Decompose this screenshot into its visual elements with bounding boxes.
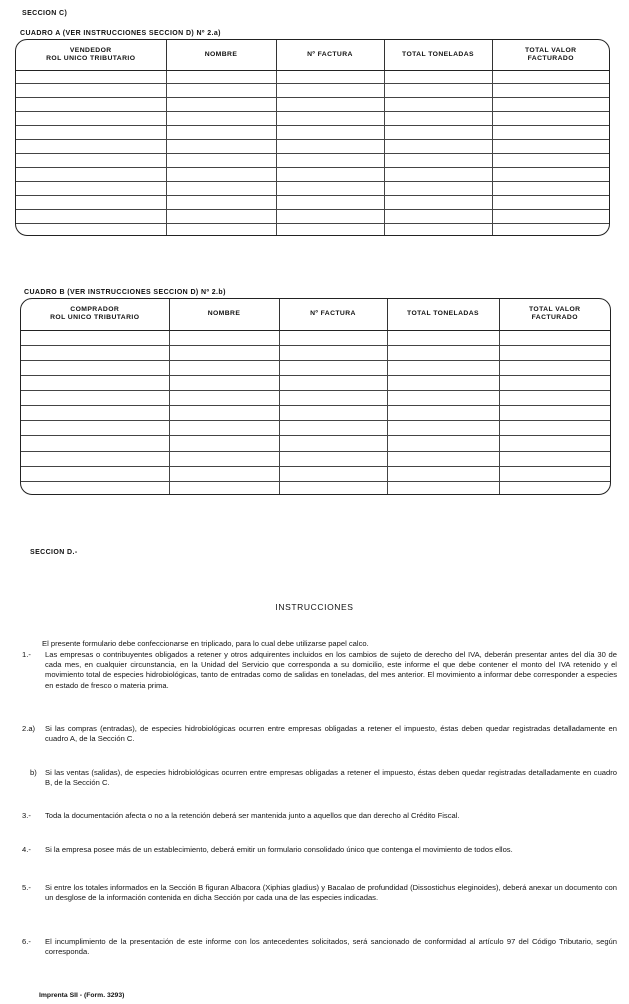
table-b-row (21, 345, 610, 360)
table-cell[interactable] (387, 345, 499, 360)
item-5-text: Si entre los totales informados en la Sección B figuran Albacora (Xiphias gladius) y Bacalao de profundidad (Dissostichus eleginoides), deberá anexar un documento con un desglose de la información contenida en dicha Sección por cada una de las especies indicadas. (45, 883, 617, 903)
table-a-row (16, 154, 609, 168)
table-cell[interactable] (16, 195, 166, 209)
table-cell[interactable] (166, 112, 276, 126)
item-4-num: 4.- (22, 845, 31, 854)
table-cell[interactable] (21, 406, 169, 421)
table-cell[interactable] (384, 182, 492, 196)
table-b-row (21, 421, 610, 436)
table-cell[interactable] (492, 112, 609, 126)
instructions-title: INSTRUCCIONES (275, 602, 354, 612)
table-cell[interactable] (166, 140, 276, 154)
table-b-row (21, 436, 610, 451)
item-1-num: 1.- (22, 650, 31, 659)
table-cell[interactable] (387, 360, 499, 375)
table-cell[interactable] (492, 223, 609, 235)
table-cell[interactable] (276, 154, 384, 168)
table-cell[interactable] (276, 195, 384, 209)
table-cell[interactable] (169, 360, 279, 375)
table-b-row (21, 375, 610, 390)
table-cell[interactable] (21, 466, 169, 481)
table-a-row (16, 209, 609, 223)
table-cell[interactable] (279, 436, 387, 451)
table-a-row (16, 112, 609, 126)
table-b-caption: CUADRO B (VER INSTRUCCIONES SECCION D) Nº 2.b) (24, 289, 226, 296)
table-cell[interactable] (492, 126, 609, 140)
table-b-header-1: NOMBRE (169, 299, 279, 330)
table-a (15, 39, 610, 236)
table-cell[interactable] (384, 168, 492, 182)
table-cell[interactable] (16, 126, 166, 140)
table-cell[interactable] (499, 330, 610, 345)
table-cell[interactable] (169, 406, 279, 421)
table-a-header-0: VENDEDOR ROL UNICO TRIBUTARIO (16, 40, 166, 70)
table-cell[interactable] (492, 98, 609, 112)
item-6-num: 6.- (22, 937, 31, 946)
table-cell[interactable] (16, 84, 166, 98)
table-cell[interactable] (16, 168, 166, 182)
item-2a-num: 2.a) (22, 724, 36, 733)
table-b-header-0: COMPRADOR ROL UNICO TRIBUTARIO (21, 299, 169, 330)
table-cell[interactable] (166, 182, 276, 196)
item-2b-text: Si las ventas (salidas), de especies hidrobiológicas ocurren entre empresas obligadas a retener el impuesto, éstas deben quedar registradas detalladamente en cuadro B, de la Sección C. (45, 768, 617, 788)
table-cell[interactable] (387, 406, 499, 421)
item-1-text: Las empresas o contribuyentes obligados a retener y otros adquirentes incluidos en los cambios de sujeto de derecho del IVA, deberán presentar antes del día 30 de cada mes, en cualquier circunstancia, en la Unidad del Servicio que corresponda a su domicilio, este informe el que debe contener el monto del IVA retenido y el movimiento total de especies hidrobiológicas, tanto de entradas como de salidas en toneladas, del mes anterior. El movimiento a informar debe corresponder a especies en estado de fresco o materia prima. (45, 650, 617, 690)
table-b (20, 298, 611, 495)
table-cell[interactable] (492, 182, 609, 196)
table-a-caption: CUADRO A (VER INSTRUCCIONES SECCION D) Nº 2.a) (20, 30, 221, 37)
item-3-num: 3.- (22, 811, 31, 820)
table-cell[interactable] (384, 84, 492, 98)
table-cell[interactable] (21, 330, 169, 345)
table-cell[interactable] (492, 154, 609, 168)
table-cell[interactable] (387, 466, 499, 481)
table-a-row (16, 98, 609, 112)
table-cell[interactable] (384, 112, 492, 126)
table-cell[interactable] (16, 112, 166, 126)
table-cell[interactable] (499, 466, 610, 481)
table-cell[interactable] (387, 391, 499, 406)
table-cell[interactable] (21, 391, 169, 406)
table-cell[interactable] (492, 168, 609, 182)
table-cell[interactable] (166, 195, 276, 209)
table-b-row (21, 466, 610, 481)
table-cell[interactable] (384, 98, 492, 112)
table-cell[interactable] (499, 451, 610, 466)
item-2a-text: Si las compras (entradas), de especies hidrobiológicas ocurren entre empresas obligadas a retener el impuesto, éstas deben quedar registradas detalladamente en cuadro A, de la Sección C. (45, 724, 617, 744)
table-cell[interactable] (16, 140, 166, 154)
table-a-header-4: TOTAL VALOR FACTURADO (492, 40, 609, 70)
item-4-text: Si la empresa posee más de un establecimiento, deberá emitir un formulario consolidado único que contenga el movimiento de todos ellos. (45, 845, 513, 854)
table-cell[interactable] (387, 436, 499, 451)
table-cell[interactable] (169, 451, 279, 466)
table-cell[interactable] (21, 345, 169, 360)
item-5-num: 5.- (22, 883, 31, 892)
table-cell[interactable] (169, 391, 279, 406)
table-b-row (21, 406, 610, 421)
table-cell[interactable] (166, 84, 276, 98)
table-cell[interactable] (384, 140, 492, 154)
item-6-text: El incumplimiento de la presentación de este informe con los antecedentes solicitados, será sancionado de conformidad al artículo 97 del Código Tributario, según corresponda. (45, 937, 617, 957)
table-a-row (16, 70, 609, 84)
table-cell[interactable] (492, 195, 609, 209)
table-cell[interactable] (279, 451, 387, 466)
table-cell[interactable] (21, 451, 169, 466)
table-a-row (16, 168, 609, 182)
table-cell[interactable] (276, 140, 384, 154)
table-cell[interactable] (169, 421, 279, 436)
table-cell[interactable] (387, 421, 499, 436)
table-cell[interactable] (16, 209, 166, 223)
table-cell[interactable] (16, 98, 166, 112)
table-a-row (16, 195, 609, 209)
table-b-row (21, 360, 610, 375)
table-cell[interactable] (499, 345, 610, 360)
table-cell[interactable] (387, 481, 499, 494)
table-b-header-4: TOTAL VALOR FACTURADO (499, 299, 610, 330)
table-cell[interactable] (279, 360, 387, 375)
table-b-row (21, 481, 610, 494)
table-cell[interactable] (384, 209, 492, 223)
table-a-row (16, 140, 609, 154)
table-cell[interactable] (166, 70, 276, 84)
table-cell[interactable] (166, 98, 276, 112)
table-cell[interactable] (499, 391, 610, 406)
table-cell[interactable] (499, 375, 610, 390)
item-2b-num: b) (30, 768, 37, 777)
table-cell[interactable] (279, 481, 387, 494)
table-cell[interactable] (166, 223, 276, 235)
table-cell[interactable] (279, 330, 387, 345)
item-3-text: Toda la documentación afecta o no a la retención deberá ser mantenida junto a aquellos que dan derecho al Crédito Fiscal. (45, 811, 460, 820)
table-cell[interactable] (499, 360, 610, 375)
table-cell[interactable] (499, 481, 610, 494)
table-cell[interactable] (499, 436, 610, 451)
table-cell[interactable] (492, 140, 609, 154)
table-cell[interactable] (384, 223, 492, 235)
table-cell[interactable] (166, 209, 276, 223)
table-cell[interactable] (21, 375, 169, 390)
table-a-row (16, 126, 609, 140)
table-cell[interactable] (276, 126, 384, 140)
table-cell[interactable] (276, 112, 384, 126)
table-b-header-3: TOTAL TONELADAS (387, 299, 499, 330)
table-a-header-1: NOMBRE (166, 40, 276, 70)
table-cell[interactable] (499, 406, 610, 421)
table-a-row (16, 223, 609, 235)
table-cell[interactable] (279, 406, 387, 421)
instructions-intro: El presente formulario debe confeccionarse en triplicado, para lo cual debe utilizarse papel calco. (42, 639, 369, 648)
table-a-header-2: Nº FACTURA (276, 40, 384, 70)
table-cell[interactable] (384, 154, 492, 168)
table-cell[interactable] (169, 345, 279, 360)
table-a-header-3: TOTAL TONELADAS (384, 40, 492, 70)
table-cell[interactable] (387, 451, 499, 466)
table-cell[interactable] (279, 391, 387, 406)
table-cell[interactable] (16, 70, 166, 84)
table-cell[interactable] (21, 481, 169, 494)
table-cell[interactable] (166, 168, 276, 182)
table-cell[interactable] (169, 466, 279, 481)
table-cell[interactable] (276, 98, 384, 112)
table-cell[interactable] (279, 375, 387, 390)
table-cell[interactable] (166, 154, 276, 168)
table-cell[interactable] (276, 182, 384, 196)
table-cell[interactable] (279, 466, 387, 481)
table-cell[interactable] (387, 375, 499, 390)
table-cell[interactable] (387, 330, 499, 345)
table-a-row (16, 182, 609, 196)
table-cell[interactable] (169, 481, 279, 494)
table-cell[interactable] (21, 360, 169, 375)
table-cell[interactable] (21, 421, 169, 436)
table-cell[interactable] (16, 223, 166, 235)
table-b-row (21, 330, 610, 345)
table-cell[interactable] (384, 195, 492, 209)
section-d-title: SECCION D.- (30, 549, 78, 556)
table-cell[interactable] (384, 70, 492, 84)
table-cell[interactable] (276, 223, 384, 235)
table-cell[interactable] (276, 84, 384, 98)
table-a-row (16, 84, 609, 98)
table-cell[interactable] (276, 70, 384, 84)
table-cell[interactable] (276, 168, 384, 182)
table-cell[interactable] (169, 330, 279, 345)
table-cell[interactable] (492, 84, 609, 98)
table-cell[interactable] (16, 182, 166, 196)
table-cell[interactable] (166, 126, 276, 140)
table-cell[interactable] (492, 209, 609, 223)
table-cell[interactable] (279, 345, 387, 360)
section-c-title: SECCION C) (22, 10, 68, 17)
table-cell[interactable] (492, 70, 609, 84)
table-b-header-2: Nº FACTURA (279, 299, 387, 330)
table-cell[interactable] (169, 436, 279, 451)
table-cell[interactable] (16, 154, 166, 168)
table-cell[interactable] (276, 209, 384, 223)
table-cell[interactable] (21, 436, 169, 451)
footer-imprint: Imprenta SII - (Form. 3293) (39, 992, 125, 999)
table-cell[interactable] (279, 421, 387, 436)
table-cell[interactable] (384, 126, 492, 140)
table-cell[interactable] (499, 421, 610, 436)
table-b-row (21, 451, 610, 466)
table-b-row (21, 391, 610, 406)
table-cell[interactable] (169, 375, 279, 390)
